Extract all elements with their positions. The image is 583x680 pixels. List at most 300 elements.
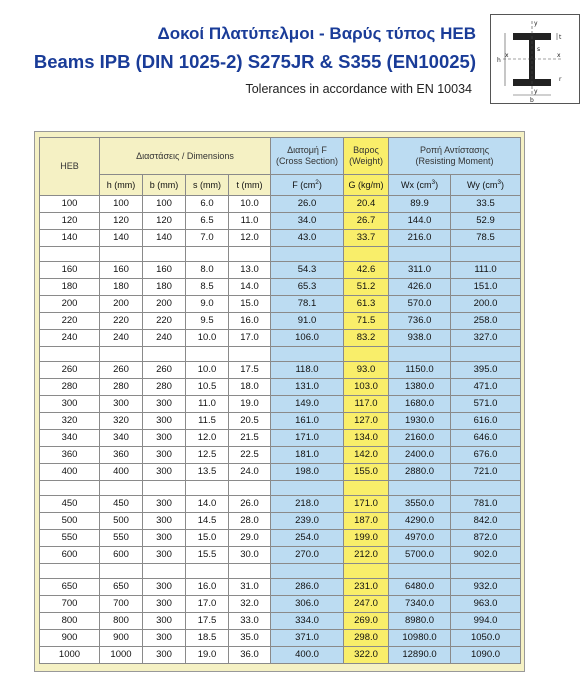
- cell-s: 6.0: [186, 196, 229, 213]
- cell-t: 33.0: [229, 613, 271, 630]
- cell-heb: 120: [40, 213, 100, 230]
- cell-s: 10.5: [186, 379, 229, 396]
- cell-s: 10.0: [186, 330, 229, 347]
- cell-wx: 426.0: [389, 279, 451, 296]
- cell-wy: 111.0: [451, 262, 521, 279]
- cell-f: 78.1: [271, 296, 344, 313]
- cell-wy: 676.0: [451, 447, 521, 464]
- cell-heb: 550: [40, 530, 100, 547]
- cell-s: 9.5: [186, 313, 229, 330]
- cell-s: 17.5: [186, 613, 229, 630]
- cell-wx: 938.0: [389, 330, 451, 347]
- cell-s: 12.5: [186, 447, 229, 464]
- cell-wx: 3550.0: [389, 496, 451, 513]
- spacer-cell: [344, 347, 389, 362]
- cell-wy: 1050.0: [451, 630, 521, 647]
- spacer-cell: [186, 247, 229, 262]
- cell-f: 65.3: [271, 279, 344, 296]
- spacer-cell: [186, 347, 229, 362]
- cell-t: 21.5: [229, 430, 271, 447]
- title-english: Beams IPB (DIN 1025-2) S275JR & S355 (EN10025): [33, 51, 476, 72]
- spacer-cell: [229, 247, 271, 262]
- cell-wx: 736.0: [389, 313, 451, 330]
- cell-wy: 781.0: [451, 496, 521, 513]
- cell-t: 19.0: [229, 396, 271, 413]
- table-row: [40, 396, 521, 413]
- header-cross-section: [271, 138, 344, 175]
- cell-wy: 902.0: [451, 547, 521, 564]
- cell-wx: 1150.0: [389, 362, 451, 379]
- spacer-cell: [40, 247, 100, 262]
- cell-g: 93.0: [344, 362, 389, 379]
- table-row: [40, 647, 521, 664]
- tolerances-note: Tolerances in accordance with EN 10034: [245, 82, 472, 96]
- cell-g: 269.0: [344, 613, 389, 630]
- header-dimensions: Διαστάσεις / Dimensions: [100, 138, 271, 175]
- cell-wy: 1090.0: [451, 647, 521, 664]
- header-f-unit: F $(cm^2)$: [271, 175, 344, 196]
- cell-b: 300: [143, 496, 186, 513]
- cell-s: 19.0: [186, 647, 229, 664]
- cell-wy: 994.0: [451, 613, 521, 630]
- cell-h: 120: [100, 213, 143, 230]
- cell-b: 300: [143, 630, 186, 647]
- table-spacer-row: [40, 564, 521, 579]
- cell-heb: 260: [40, 362, 100, 379]
- table-row: [40, 196, 521, 213]
- cell-heb: 800: [40, 613, 100, 630]
- cell-f: 198.0: [271, 464, 344, 481]
- cell-t: 28.0: [229, 513, 271, 530]
- spacer-cell: [229, 564, 271, 579]
- table-row: [40, 613, 521, 630]
- cell-h: 280: [100, 379, 143, 396]
- header-g-unit: G (kg/m): [344, 175, 389, 196]
- cell-s: 9.0: [186, 296, 229, 313]
- cell-h: 1000: [100, 647, 143, 664]
- header-wx-unit: Wx $(cm^3)$: [389, 175, 451, 196]
- cell-heb: 240: [40, 330, 100, 347]
- cell-h: 320: [100, 413, 143, 430]
- cell-g: 155.0: [344, 464, 389, 481]
- diagram-label-x-left: x: [505, 52, 509, 59]
- cell-f: 34.0: [271, 213, 344, 230]
- cell-s: 8.0: [186, 262, 229, 279]
- diagram-label-b: b: [530, 97, 534, 103]
- cell-b: 300: [143, 396, 186, 413]
- cell-g: 26.7: [344, 213, 389, 230]
- cell-wy: 872.0: [451, 530, 521, 547]
- cell-wy: 932.0: [451, 579, 521, 596]
- cell-g: 187.0: [344, 513, 389, 530]
- cell-t: 31.0: [229, 579, 271, 596]
- diagram-label-x-right: x: [557, 52, 561, 59]
- cell-wx: 89.9: [389, 196, 451, 213]
- cell-h: 100: [100, 196, 143, 213]
- cell-wy: 395.0: [451, 362, 521, 379]
- cell-g: 298.0: [344, 630, 389, 647]
- table-row: [40, 279, 521, 296]
- table-row: [40, 596, 521, 613]
- cell-heb: 100: [40, 196, 100, 213]
- spacer-cell: [389, 247, 451, 262]
- cell-heb: 700: [40, 596, 100, 613]
- cell-heb: 650: [40, 579, 100, 596]
- cell-g: 127.0: [344, 413, 389, 430]
- cell-h: 700: [100, 596, 143, 613]
- cell-heb: 220: [40, 313, 100, 330]
- cell-b: 300: [143, 547, 186, 564]
- cell-b: 300: [143, 430, 186, 447]
- cell-h: 600: [100, 547, 143, 564]
- cell-t: 15.0: [229, 296, 271, 313]
- cell-h: 550: [100, 530, 143, 547]
- cell-wy: 327.0: [451, 330, 521, 347]
- cell-wy: 842.0: [451, 513, 521, 530]
- cell-g: 61.3: [344, 296, 389, 313]
- cell-t: 29.0: [229, 530, 271, 547]
- cell-g: 142.0: [344, 447, 389, 464]
- cell-wy: 721.0: [451, 464, 521, 481]
- cell-s: 17.0: [186, 596, 229, 613]
- cell-b: 160: [143, 262, 186, 279]
- cell-heb: 180: [40, 279, 100, 296]
- table-row: [40, 547, 521, 564]
- cell-f: 371.0: [271, 630, 344, 647]
- cell-wy: 33.5: [451, 196, 521, 213]
- cell-wy: 151.0: [451, 279, 521, 296]
- cell-heb: 600: [40, 547, 100, 564]
- cell-g: 83.2: [344, 330, 389, 347]
- cell-h: 900: [100, 630, 143, 647]
- spacer-cell: [186, 481, 229, 496]
- cell-f: 270.0: [271, 547, 344, 564]
- cell-s: 14.0: [186, 496, 229, 513]
- header-resisting-moment: [389, 138, 521, 175]
- cell-b: 300: [143, 579, 186, 596]
- spacer-cell: [100, 564, 143, 579]
- spacer-cell: [100, 481, 143, 496]
- cell-f: 106.0: [271, 330, 344, 347]
- cell-wx: 10980.0: [389, 630, 451, 647]
- cell-t: 22.5: [229, 447, 271, 464]
- cell-f: 43.0: [271, 230, 344, 247]
- cell-h: 400: [100, 464, 143, 481]
- cell-f: 181.0: [271, 447, 344, 464]
- spacer-cell: [40, 564, 100, 579]
- header-weight: [344, 138, 389, 175]
- cell-s: 11.0: [186, 396, 229, 413]
- table-row: [40, 262, 521, 279]
- cell-heb: 450: [40, 496, 100, 513]
- cell-h: 300: [100, 396, 143, 413]
- cell-f: 161.0: [271, 413, 344, 430]
- cell-wx: 1380.0: [389, 379, 451, 396]
- table-row: [40, 447, 521, 464]
- cell-s: 16.0: [186, 579, 229, 596]
- cell-wx: 6480.0: [389, 579, 451, 596]
- spacer-cell: [229, 347, 271, 362]
- cell-wx: 311.0: [389, 262, 451, 279]
- cell-f: 334.0: [271, 613, 344, 630]
- cell-h: 180: [100, 279, 143, 296]
- cell-f: 131.0: [271, 379, 344, 396]
- cell-wx: 2400.0: [389, 447, 451, 464]
- cell-h: 200: [100, 296, 143, 313]
- diagram-label-y-bottom: y: [534, 88, 538, 95]
- cell-f: 254.0: [271, 530, 344, 547]
- cell-f: 239.0: [271, 513, 344, 530]
- header-moment-line2: (Resisting Moment): [415, 156, 494, 166]
- cell-heb: 900: [40, 630, 100, 647]
- header-weight-line1: Βαρος: [353, 145, 379, 155]
- table-row: [40, 313, 521, 330]
- cell-s: 11.5: [186, 413, 229, 430]
- header-s: s (mm): [186, 175, 229, 196]
- cell-wy: 258.0: [451, 313, 521, 330]
- cell-g: 212.0: [344, 547, 389, 564]
- cell-h: 450: [100, 496, 143, 513]
- cell-t: 14.0: [229, 279, 271, 296]
- table-row: [40, 362, 521, 379]
- heb-table: [39, 137, 521, 664]
- cell-f: 91.0: [271, 313, 344, 330]
- cell-wy: 200.0: [451, 296, 521, 313]
- table-spacer-row: [40, 481, 521, 496]
- spacer-cell: [451, 247, 521, 262]
- spacer-cell: [229, 481, 271, 496]
- cell-t: 32.0: [229, 596, 271, 613]
- cell-f: 26.0: [271, 196, 344, 213]
- cell-h: 650: [100, 579, 143, 596]
- spacer-cell: [389, 481, 451, 496]
- cell-b: 300: [143, 613, 186, 630]
- cell-b: 260: [143, 362, 186, 379]
- cell-g: 231.0: [344, 579, 389, 596]
- cell-s: 6.5: [186, 213, 229, 230]
- cell-t: 35.0: [229, 630, 271, 647]
- cell-s: 15.0: [186, 530, 229, 547]
- cell-b: 300: [143, 530, 186, 547]
- header-b: b (mm): [143, 175, 186, 196]
- cell-g: 322.0: [344, 647, 389, 664]
- diagram-label-r: r: [559, 76, 562, 83]
- cell-wx: 4290.0: [389, 513, 451, 530]
- spacer-cell: [186, 564, 229, 579]
- cell-b: 280: [143, 379, 186, 396]
- i-beam-icon: [491, 15, 579, 103]
- cell-b: 300: [143, 513, 186, 530]
- cell-h: 140: [100, 230, 143, 247]
- cell-g: 199.0: [344, 530, 389, 547]
- cell-heb: 1000: [40, 647, 100, 664]
- spacer-cell: [271, 247, 344, 262]
- cell-heb: 360: [40, 447, 100, 464]
- spacer-cell: [143, 481, 186, 496]
- cell-t: 36.0: [229, 647, 271, 664]
- table-spacer-row: [40, 347, 521, 362]
- table-row: [40, 513, 521, 530]
- cell-s: 13.5: [186, 464, 229, 481]
- spacer-cell: [451, 347, 521, 362]
- cell-b: 300: [143, 647, 186, 664]
- table-row: [40, 413, 521, 430]
- cell-h: 260: [100, 362, 143, 379]
- cell-f: 118.0: [271, 362, 344, 379]
- cell-wx: 1680.0: [389, 396, 451, 413]
- cell-g: 247.0: [344, 596, 389, 613]
- cell-b: 300: [143, 464, 186, 481]
- table-row: [40, 530, 521, 547]
- spacer-cell: [40, 481, 100, 496]
- cell-t: 18.0: [229, 379, 271, 396]
- spacer-cell: [143, 564, 186, 579]
- table-spacer-row: [40, 247, 521, 262]
- spacer-cell: [451, 481, 521, 496]
- cell-g: 117.0: [344, 396, 389, 413]
- spacer-cell: [344, 481, 389, 496]
- cell-t: 16.0: [229, 313, 271, 330]
- cell-wx: 7340.0: [389, 596, 451, 613]
- cell-s: 15.5: [186, 547, 229, 564]
- spacer-cell: [143, 247, 186, 262]
- header-wy-unit: Wy $(cm^3)$: [451, 175, 521, 196]
- cell-heb: 200: [40, 296, 100, 313]
- cell-s: 18.5: [186, 630, 229, 647]
- cell-g: 103.0: [344, 379, 389, 396]
- cell-wx: 5700.0: [389, 547, 451, 564]
- cell-heb: 280: [40, 379, 100, 396]
- cell-t: 17.0: [229, 330, 271, 347]
- cell-h: 240: [100, 330, 143, 347]
- cell-heb: 320: [40, 413, 100, 430]
- cell-t: 12.0: [229, 230, 271, 247]
- cell-f: 286.0: [271, 579, 344, 596]
- cell-s: 10.0: [186, 362, 229, 379]
- spacer-cell: [344, 247, 389, 262]
- table-row: [40, 496, 521, 513]
- spacer-cell: [271, 347, 344, 362]
- cell-t: 13.0: [229, 262, 271, 279]
- cell-s: 14.5: [186, 513, 229, 530]
- cell-b: 200: [143, 296, 186, 313]
- cell-f: 171.0: [271, 430, 344, 447]
- table-row: [40, 464, 521, 481]
- cell-heb: 500: [40, 513, 100, 530]
- cell-wx: 12890.0: [389, 647, 451, 664]
- cell-t: 30.0: [229, 547, 271, 564]
- cell-b: 300: [143, 413, 186, 430]
- cell-g: 51.2: [344, 279, 389, 296]
- cell-h: 340: [100, 430, 143, 447]
- table-row: [40, 579, 521, 596]
- spacer-cell: [143, 347, 186, 362]
- cell-b: 220: [143, 313, 186, 330]
- header-cross-section-line2: (Cross Section): [276, 156, 339, 166]
- spacer-cell: [100, 247, 143, 262]
- cell-f: 400.0: [271, 647, 344, 664]
- cell-heb: 140: [40, 230, 100, 247]
- table-row: [40, 330, 521, 347]
- cell-wy: 471.0: [451, 379, 521, 396]
- cell-heb: 400: [40, 464, 100, 481]
- cell-heb: 300: [40, 396, 100, 413]
- cell-h: 800: [100, 613, 143, 630]
- cell-s: 12.0: [186, 430, 229, 447]
- cell-s: 7.0: [186, 230, 229, 247]
- cell-wy: 571.0: [451, 396, 521, 413]
- cell-h: 220: [100, 313, 143, 330]
- cell-heb: 160: [40, 262, 100, 279]
- header-h: h (mm): [100, 175, 143, 196]
- title-greek: Δοκοί Πλατύπελμοι - Βαρύς τύπος HEB: [157, 24, 476, 43]
- cell-g: 20.4: [344, 196, 389, 213]
- cell-h: 360: [100, 447, 143, 464]
- cell-wx: 2160.0: [389, 430, 451, 447]
- spacer-cell: [344, 564, 389, 579]
- table-row: [40, 230, 521, 247]
- table-row: [40, 430, 521, 447]
- cell-b: 140: [143, 230, 186, 247]
- diagram-label-y-top: y: [534, 20, 538, 27]
- cell-t: 11.0: [229, 213, 271, 230]
- cell-wy: 616.0: [451, 413, 521, 430]
- header-weight-line2: (Weight): [349, 156, 383, 166]
- cell-wy: 963.0: [451, 596, 521, 613]
- header-heb: HEB: [40, 138, 100, 196]
- diagram-label-h: h: [497, 57, 501, 64]
- spacer-cell: [271, 564, 344, 579]
- cell-wy: 646.0: [451, 430, 521, 447]
- cell-wx: 144.0: [389, 213, 451, 230]
- cell-wy: 52.9: [451, 213, 521, 230]
- cell-g: 134.0: [344, 430, 389, 447]
- cell-b: 120: [143, 213, 186, 230]
- cell-wx: 216.0: [389, 230, 451, 247]
- cell-f: 218.0: [271, 496, 344, 513]
- spacer-cell: [451, 564, 521, 579]
- table-row: [40, 213, 521, 230]
- cell-t: 24.0: [229, 464, 271, 481]
- cell-g: 42.6: [344, 262, 389, 279]
- spacer-cell: [389, 347, 451, 362]
- cell-f: 306.0: [271, 596, 344, 613]
- cell-b: 100: [143, 196, 186, 213]
- cell-wx: 4970.0: [389, 530, 451, 547]
- cell-h: 160: [100, 262, 143, 279]
- cell-f: 54.3: [271, 262, 344, 279]
- cell-f: 149.0: [271, 396, 344, 413]
- cell-g: 33.7: [344, 230, 389, 247]
- cell-t: 20.5: [229, 413, 271, 430]
- table-body: [40, 196, 521, 664]
- cell-b: 300: [143, 447, 186, 464]
- spacer-cell: [100, 347, 143, 362]
- cell-b: 180: [143, 279, 186, 296]
- cell-wx: 2880.0: [389, 464, 451, 481]
- diagram-label-s: s: [537, 46, 541, 53]
- table-row: [40, 296, 521, 313]
- spacer-cell: [389, 564, 451, 579]
- table-row: [40, 379, 521, 396]
- spacer-cell: [40, 347, 100, 362]
- cell-s: 8.5: [186, 279, 229, 296]
- table-row: [40, 630, 521, 647]
- cell-wx: 8980.0: [389, 613, 451, 630]
- header-t: t (mm): [229, 175, 271, 196]
- spacer-cell: [271, 481, 344, 496]
- diagram-label-t: t: [559, 34, 562, 41]
